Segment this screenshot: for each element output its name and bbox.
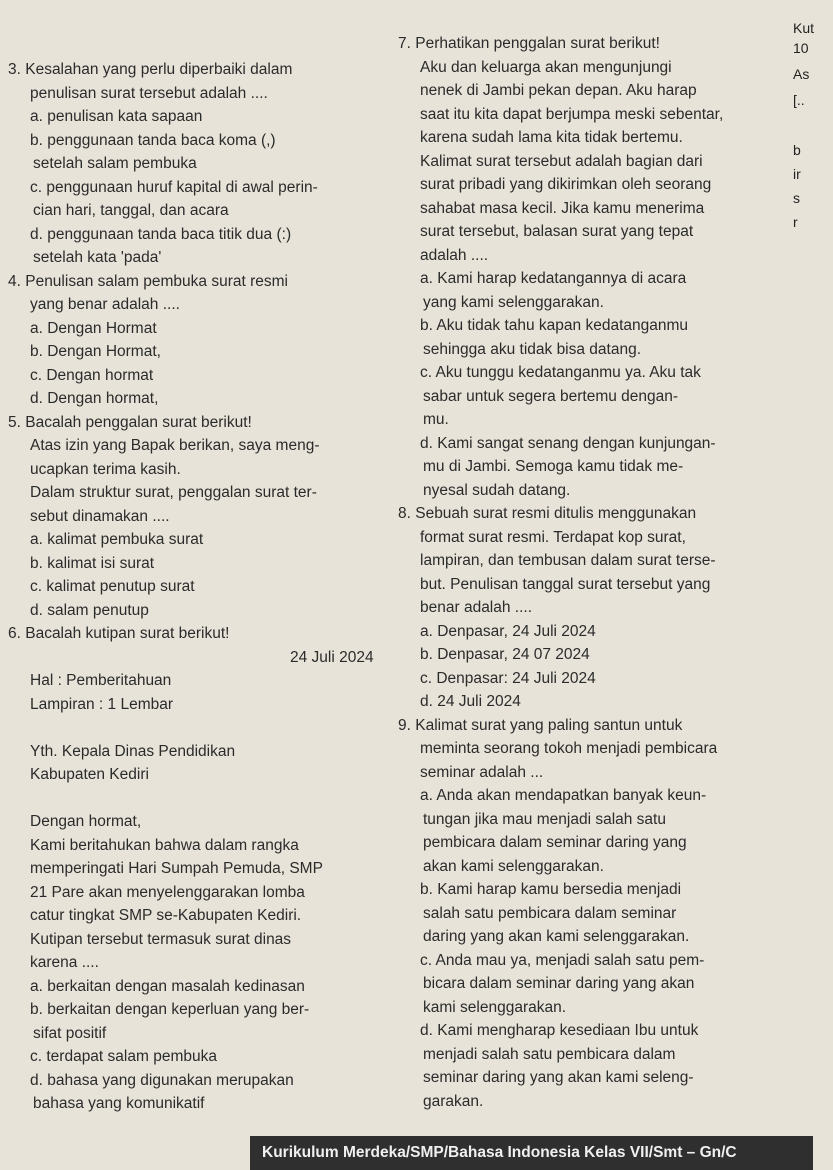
q5-question-cont: sebut dinamakan .... xyxy=(30,507,170,525)
q6-letter-body-4: catur tingkat SMP se-Kabupaten Kediri. xyxy=(30,907,302,924)
q9-option-a-cont-3: akan kami selenggarakan. xyxy=(423,857,604,875)
q9-option-a-cont: tungan jika mau menjadi salah satu xyxy=(423,810,666,828)
q3-option-d: d. penggunaan tanda baca titik dua (:) xyxy=(30,225,292,243)
q4-option-a: a. Dengan Hormat xyxy=(30,319,157,337)
q5-option-b: b. kalimat isi surat xyxy=(30,554,155,572)
q4-option-d: d. Dengan hormat, xyxy=(30,390,159,407)
q6-option-a: a. berkaitan dengan masalah kedinasan xyxy=(30,977,305,995)
q6-letter-body-3: 21 Pare akan menyelenggarakan lomba xyxy=(30,883,305,901)
q7-option-d-cont-2: nyesal sudah datang. xyxy=(423,481,571,499)
q9-option-d: d. Kami mengharap kesediaan Ibu untuk xyxy=(420,1022,699,1039)
q3-stem: 3. Kesalahan yang perlu diperbaiki dalam xyxy=(8,61,293,78)
q7-option-a-cont: yang kami selenggarakan. xyxy=(423,293,604,311)
q3-option-d-cont: setelah kata 'pada' xyxy=(33,249,162,266)
q7-option-c-cont-2: mu. xyxy=(423,411,449,428)
q7-excerpt-1: Aku dan keluarga akan mengunjungi xyxy=(420,58,672,76)
q7-question-5: adalah .... xyxy=(420,246,489,264)
q6-letter-date: 24 Juli 2024 xyxy=(290,648,374,666)
q6-option-c: c. terdapat salam pembuka xyxy=(30,1048,217,1065)
q4-stem: 4. Penulisan salam pembuka surat resmi xyxy=(8,272,288,290)
q3-option-c: c. penggunaan huruf kapital di awal perin- xyxy=(30,178,318,196)
q8-option-c: c. Denpasar: 24 Juli 2024 xyxy=(420,669,596,687)
q6-letter-body-2: memperingati Hari Sumpah Pemuda, SMP xyxy=(30,860,323,877)
edge-fragment: ir xyxy=(793,166,801,182)
q8-stem: 8. Sebuah surat resmi ditulis menggunakan xyxy=(398,505,697,522)
q8-stem-2: format surat resmi. Terdapat kop surat, xyxy=(420,528,686,546)
q7-option-b-cont: sehingga aku tidak bisa datang. xyxy=(423,340,642,358)
q7-option-d: d. Kami sangat senang dengan kunjungan- xyxy=(420,434,716,452)
q8-stem-3: lampiran, dan tembusan dalam surat terse- xyxy=(420,552,716,569)
page-footer: Kurikulum Merdeka/SMP/Bahasa Indonesia Kelas VII/Smt – Gn/C xyxy=(250,1136,813,1170)
left-column xyxy=(8,58,388,1116)
q7-option-c-cont: sabar untuk segera bertemu dengan- xyxy=(423,387,679,405)
q9-option-d-cont-3: garakan. xyxy=(423,1092,484,1110)
edge-fragment: s xyxy=(793,190,800,206)
q5-option-d: d. salam penutup xyxy=(30,601,149,619)
q6-question-cont: karena .... xyxy=(30,954,99,971)
q9-option-d-cont-2: seminar daring yang akan kami seleng- xyxy=(423,1069,694,1086)
edge-fragment: As xyxy=(793,66,810,82)
q5-excerpt: Atas izin yang Bapak berikan, saya meng- xyxy=(30,437,320,454)
q8-stem-4: but. Penulisan tanggal surat tersebut yang xyxy=(420,575,711,593)
q6-letter-hal: Hal : Pemberitahuan xyxy=(30,672,172,689)
q9-option-b-cont: salah satu pembicara dalam seminar xyxy=(423,904,677,922)
q6-stem: 6. Bacalah kutipan surat berikut! xyxy=(8,625,230,642)
q4-option-b: b. Dengan Hormat, xyxy=(30,343,161,360)
q9-option-a-cont-2: pembicara dalam seminar daring yang xyxy=(423,834,687,851)
q6-letter-body-1: Kami beritahukan bahwa dalam rangka xyxy=(30,836,299,854)
q6-option-b: b. berkaitan dengan keperluan yang ber- xyxy=(30,1001,310,1018)
q6-option-b-cont: sifat positif xyxy=(33,1024,107,1042)
q9-option-b: b. Kami harap kamu bersedia menjadi xyxy=(420,881,682,898)
q9-option-a: a. Anda akan mendapatkan banyak keun- xyxy=(420,787,707,804)
q7-excerpt-3: saat itu kita dapat berjumpa meski sebentar, xyxy=(420,105,724,123)
q6-option-d: d. bahasa yang digunakan merupakan xyxy=(30,1071,294,1089)
q5-option-a: a. kalimat pembuka surat xyxy=(30,531,204,548)
q8-option-b: b. Denpasar, 24 07 2024 xyxy=(420,646,590,663)
q3-option-b-cont: setelah salam pembuka xyxy=(33,155,197,172)
q5-question: Dalam struktur surat, penggalan surat ter- xyxy=(30,484,317,501)
q7-option-c: c. Aku tunggu kedatanganmu ya. Aku tak xyxy=(420,364,701,381)
q5-excerpt-cont: ucapkan terima kasih. xyxy=(30,460,181,478)
q9-option-c: c. Anda mau ya, menjadi salah satu pem- xyxy=(420,951,705,969)
q9-option-c-cont: bicara dalam seminar daring yang akan xyxy=(423,975,695,992)
q4-option-c: c. Dengan hormat xyxy=(30,366,154,384)
q9-option-c-cont-2: kami selenggarakan. xyxy=(423,998,567,1016)
q7-question-2: surat pribadi yang dikirimkan oleh seorang xyxy=(420,176,712,193)
edge-fragment: r xyxy=(793,214,798,230)
q3-option-c-cont: cian hari, tanggal, dan acara xyxy=(33,202,229,219)
q6-option-d-cont: bahasa yang komunikatif xyxy=(33,1095,205,1112)
q7-question-1: Kalimat surat tersebut adalah bagian dari xyxy=(420,152,703,170)
q7-question-4: surat tersebut, balasan surat yang tepat xyxy=(420,223,694,240)
q6-letter-recipient-cont: Kabupaten Kediri xyxy=(30,766,149,783)
edge-fragment: Kut xyxy=(793,20,815,36)
q9-option-b-cont-2: daring yang akan kami selenggarakan. xyxy=(423,928,690,945)
right-column xyxy=(398,32,810,1113)
cropped-next-page-edge xyxy=(793,18,833,232)
q5-option-c: c. kalimat penutup surat xyxy=(30,578,195,595)
q8-option-d: d. 24 Juli 2024 xyxy=(420,693,521,710)
q7-option-a: a. Kami harap kedatangannya di acara xyxy=(420,270,687,287)
q3-option-b: b. penggunaan tanda baca koma (,) xyxy=(30,131,276,149)
q9-stem-2: meminta seorang tokoh menjadi pembicara xyxy=(420,740,718,757)
edge-fragment: b xyxy=(793,142,801,158)
q7-excerpt-4: karena sudah lama kita tidak bertemu. xyxy=(420,129,683,146)
q6-letter-lampiran: Lampiran : 1 Lembar xyxy=(30,695,174,713)
q9-option-d-cont: menjadi salah satu pembicara dalam xyxy=(423,1045,676,1063)
q5-stem: 5. Bacalah penggalan surat berikut! xyxy=(8,413,252,431)
q4-stem-cont: yang benar adalah .... xyxy=(30,296,180,313)
edge-fragment: 10 xyxy=(793,40,809,56)
q6-letter-recipient: Yth. Kepala Dinas Pendidikan xyxy=(30,742,236,760)
q3-stem-cont: penulisan surat tersebut adalah .... xyxy=(30,84,268,102)
q8-option-a: a. Denpasar, 24 Juli 2024 xyxy=(420,622,596,640)
q7-option-d-cont: mu di Jambi. Semoga kamu tidak me- xyxy=(423,458,684,475)
edge-fragment: [.. xyxy=(793,92,805,108)
q7-stem: 7. Perhatikan penggalan surat berikut! xyxy=(398,35,660,52)
q3-option-a: a. penulisan kata sapaan xyxy=(30,108,203,125)
q8-stem-5: benar adalah .... xyxy=(420,599,533,616)
q7-excerpt-2: nenek di Jambi pekan depan. Aku harap xyxy=(420,82,697,99)
q7-option-b: b. Aku tidak tahu kapan kedatanganmu xyxy=(420,317,689,334)
q9-stem-3: seminar adalah ... xyxy=(420,763,544,781)
q6-letter-greeting: Dengan hormat, xyxy=(30,813,142,830)
q7-question-3: sahabat masa kecil. Jika kamu menerima xyxy=(420,199,705,217)
q9-stem: 9. Kalimat surat yang paling santun untuk xyxy=(398,716,683,734)
q6-question: Kutipan tersebut termasuk surat dinas xyxy=(30,930,292,948)
